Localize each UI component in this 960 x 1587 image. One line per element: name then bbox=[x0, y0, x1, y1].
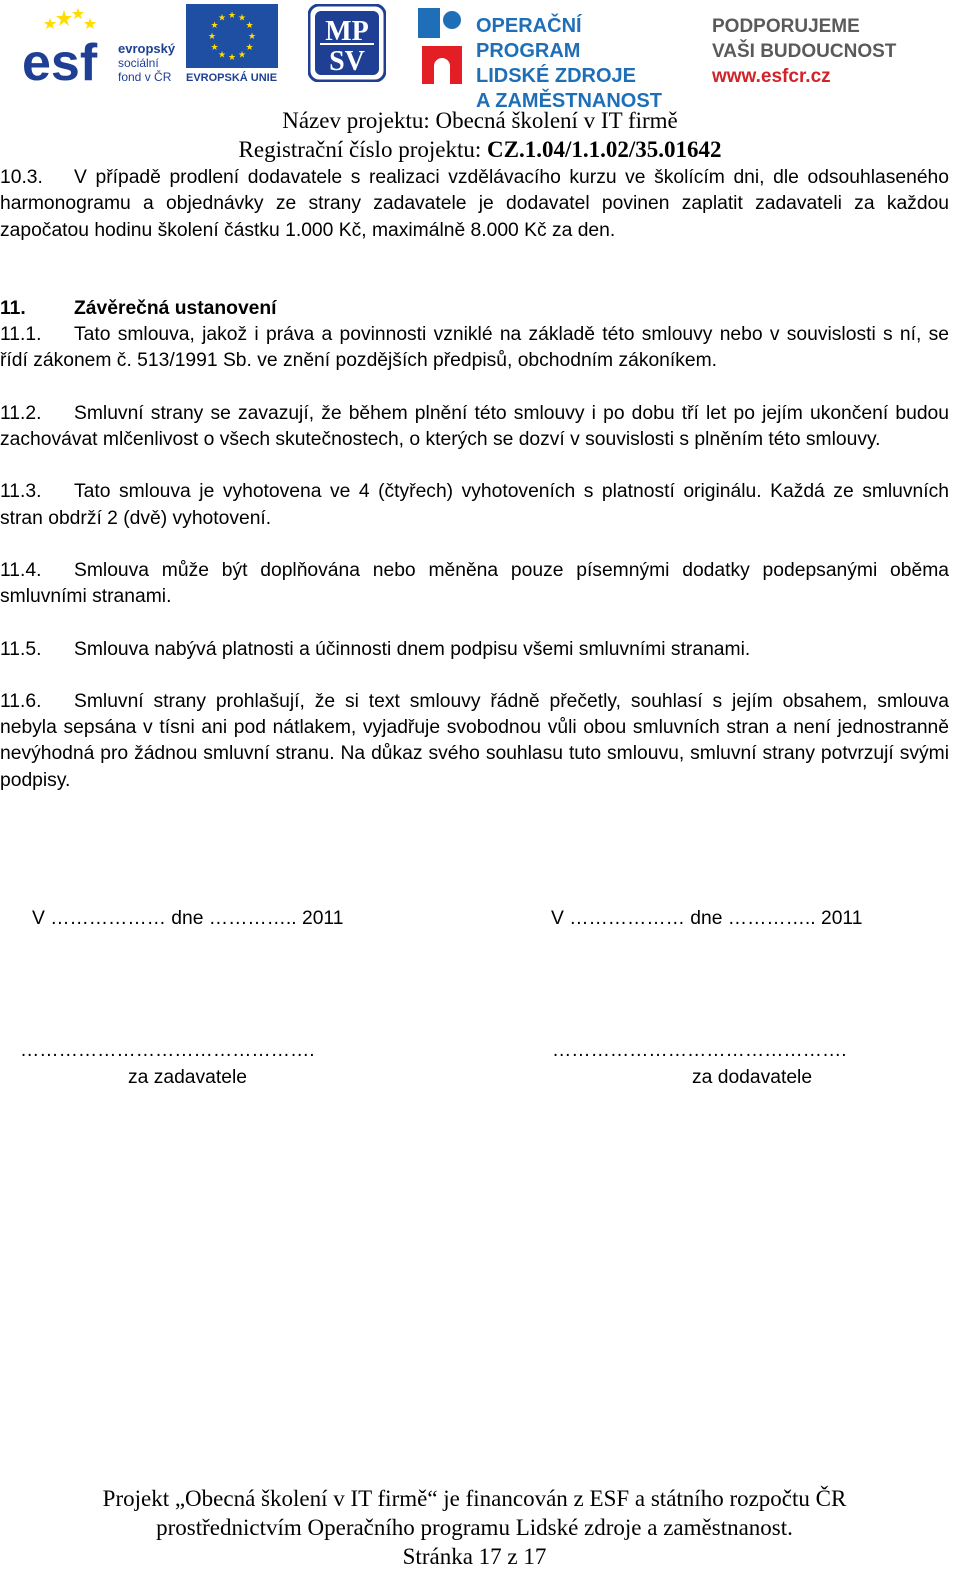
support-logo bbox=[712, 14, 902, 98]
op-lzz-mark-icon bbox=[416, 4, 468, 88]
paragraph-text: Smlouva může být doplňována nebo měněna pouze písemnými dodatky podepsanými oběma smluvními stranami. bbox=[0, 559, 949, 608]
signature-place-date-left: V ……………… dne ………….. 2011 bbox=[32, 908, 344, 929]
paragraph-number: 11.3. bbox=[0, 481, 42, 503]
eu-flag-icon bbox=[186, 4, 278, 68]
registration-number: CZ.1.04/1.1.02/35.01642 bbox=[487, 137, 722, 162]
page-number: Stránka 17 z 17 bbox=[402, 1544, 547, 1569]
paragraph-text: Tato smlouva je vyhotovena ve 4 (čtyřech) vyhotoveních s platností originálu. Každá ze smluvních stran obdrží 2 (dvě) vyhotovení. bbox=[0, 481, 949, 529]
paragraph-text: Smlouva nabývá platnosti a účinnosti dnem podpisu všemi smluvními stranami. bbox=[74, 638, 751, 660]
svg-text:★: ★ bbox=[207, 32, 217, 42]
esf-caption-line3: fond v ČR bbox=[118, 70, 172, 84]
paragraph-number: 11.1. bbox=[0, 324, 42, 346]
section-title: Závěrečná ustanovení bbox=[74, 297, 277, 319]
mpsv-top-text: MP bbox=[325, 16, 369, 47]
signature-role-left: za zadavatele bbox=[128, 1067, 247, 1088]
svg-text:★: ★ bbox=[217, 13, 227, 24]
svg-text:★: ★ bbox=[210, 43, 219, 53]
footer-line1: Projekt „Obecná školení v IT firmě“ je financován z ESF a státního rozpočtu ČR bbox=[102, 1486, 847, 1511]
paragraph-number: 10.3. bbox=[0, 167, 43, 188]
paragraph-10-3 bbox=[0, 165, 949, 244]
svg-text:★: ★ bbox=[227, 11, 237, 21]
eu-caption: EVROPSKÁ UNIE bbox=[186, 72, 278, 84]
svg-text:★: ★ bbox=[247, 32, 257, 42]
paragraph-11-4 bbox=[0, 558, 949, 611]
mpsv-emblem-icon bbox=[308, 4, 386, 82]
svg-text:★: ★ bbox=[227, 53, 237, 63]
svg-text:esf: esf bbox=[22, 34, 98, 88]
support-url: www.esfcr.cz bbox=[712, 66, 831, 87]
paragraph-number: 11.5. bbox=[0, 638, 42, 660]
signature-role-right: za dodavatele bbox=[692, 1067, 813, 1088]
paragraph-11-6 bbox=[0, 689, 949, 794]
mpsv-logo bbox=[308, 4, 386, 82]
op-lzz-text bbox=[476, 14, 686, 114]
eu-logo bbox=[186, 4, 282, 88]
paragraph-text: Tato smlouva, jakož i práva a povinnosti vzniklé na základě této smlouvy nebo v souvislosti s ní, se řídí zákonem č. 513/1991 Sb. ve znění pozdějších předpisů, obchodním zákoníkem. bbox=[0, 324, 949, 372]
signature-line-right: ………………………………………. bbox=[552, 1040, 847, 1061]
svg-text:★: ★ bbox=[237, 50, 247, 61]
registration-line bbox=[0, 137, 960, 163]
paragraph-number: 11.6. bbox=[0, 690, 42, 712]
paragraph-11-3 bbox=[0, 479, 949, 532]
paragraph-11-2 bbox=[0, 401, 949, 454]
paragraph-text: V případě prodlení dodavatele s realizaci vzdělávacího kurzu ve školícím dni, dle odsouhlaseného harmonogramu a objednávky ze strany zadavatele je dodavatel povinen zaplatit zadavateli za každou započatou hodinu školení částku 1.000 Kč, maximálně 8.000 Kč za den. bbox=[0, 167, 949, 241]
op-line3: A ZAMĚSTNANOST bbox=[476, 90, 662, 112]
support-line1: PODPORUJEME bbox=[712, 16, 860, 37]
svg-text:★: ★ bbox=[245, 43, 254, 53]
op-lzz-logo bbox=[416, 4, 686, 112]
paragraph-11-5 bbox=[0, 637, 949, 663]
signature-place-date-right: V ……………… dne ………….. 2011 bbox=[551, 908, 863, 929]
paragraph-number: 11.4. bbox=[0, 559, 42, 581]
mpsv-bottom-text: SV bbox=[329, 46, 365, 77]
esf-caption-line1: evropský bbox=[118, 41, 176, 56]
section-number: 11. bbox=[0, 297, 26, 319]
esf-logo bbox=[20, 4, 180, 88]
logo-strip bbox=[20, 4, 900, 112]
paragraph-11-1 bbox=[0, 322, 949, 375]
section-heading-11 bbox=[0, 296, 949, 322]
paragraph-number: 11.2. bbox=[0, 402, 42, 424]
project-name: Název projektu: Obecná školení v IT firmě bbox=[282, 108, 678, 133]
op-line1: OPERAČNÍ PROGRAM bbox=[476, 15, 582, 62]
support-line2: VAŠI BUDOUCNOST bbox=[712, 41, 897, 62]
footer-line2: prostřednictvím Operačního programu Lidské zdroje a zaměstnanost. bbox=[156, 1515, 793, 1540]
contract-body bbox=[0, 165, 949, 794]
esf-caption bbox=[118, 42, 175, 84]
svg-text:★: ★ bbox=[210, 21, 219, 31]
registration-label: Registrační číslo projektu: bbox=[238, 137, 487, 162]
esf-mark-icon bbox=[20, 4, 112, 88]
svg-text:★: ★ bbox=[217, 50, 227, 61]
paragraph-text: Smluvní strany prohlašují, že si text smlouvy řádně přečetly, souhlasí s jejím obsahem, smlouva nebyla sepsána v tísni ani pod nátlakem, vyjadřuje svobodnou vůli obou smluvních stran a není jednostranně nevýhodná pro žádnou smluvní stranu. Na důkaz svého souhlasu tuto smlouvu, smluvní strany potvrzují svými podpisy. bbox=[0, 690, 949, 791]
op-line2: LIDSKÉ ZDROJE bbox=[476, 65, 637, 87]
svg-text:★: ★ bbox=[237, 13, 247, 24]
svg-text:★: ★ bbox=[245, 21, 254, 31]
esf-caption-line2: sociální bbox=[118, 56, 159, 70]
signature-line-left: ………………………………………. bbox=[20, 1040, 315, 1061]
paragraph-text: Smluvní strany se zavazují, že během plnění této smlouvy i po dobu tří let po jejím ukončení budou zachovávat mlčenlivost o všech skutečnostech, o kterých se dozví v souvislosti s plněním této smlouvy. bbox=[0, 402, 949, 451]
